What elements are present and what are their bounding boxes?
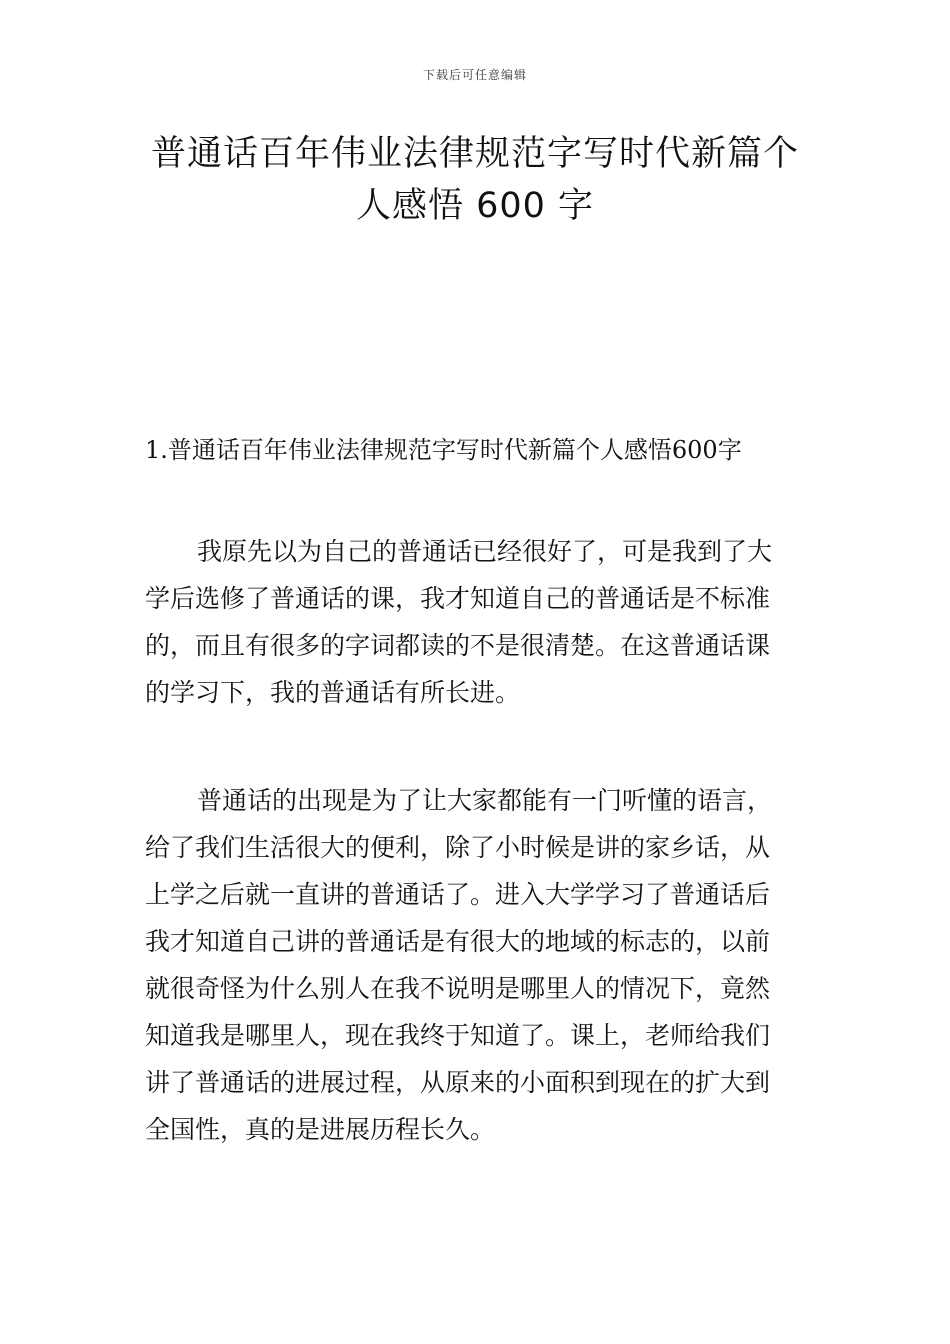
paragraph-line: 我才知道自己讲的普通话是有很大的地域的标志的，以前 xyxy=(145,927,771,956)
document-title xyxy=(130,128,820,232)
title-line: 人感悟 600 字 xyxy=(355,186,595,226)
paragraph-line: 给了我们生活很大的便利，除了小时候是讲的家乡话，从 xyxy=(145,833,771,862)
paragraph-line: 学后选修了普通话的课，我才知道自己的普通话是不标准 xyxy=(145,584,771,613)
title-line: 普通话百年伟业法律规范字写时代新篇个 xyxy=(150,134,799,174)
section-heading: 1.普通话百年伟业法律规范字写时代新篇个人感悟600字 xyxy=(145,436,742,464)
page-header-note: 下载后可任意编辑 xyxy=(422,68,527,82)
paragraph-line: 就很奇怪为什么别人在我不说明是哪里人的情况下，竟然 xyxy=(145,974,771,1003)
paragraph-line: 知道我是哪里人，现在我终于知道了。课上，老师给我们 xyxy=(145,1021,771,1050)
paragraph-line: 的学习下，我的普通话有所长进。 xyxy=(145,678,521,707)
paragraph-line: 普通话的出现是为了让大家都能有一门听懂的语言， xyxy=(197,786,773,815)
paragraph-line: 讲了普通话的进展过程，从原来的小面积到现在的扩大到 xyxy=(145,1068,771,1097)
paragraph xyxy=(145,528,813,716)
paragraph-line: 全国性，真的是进展历程长久。 xyxy=(145,1115,496,1144)
paragraph-line: 我原先以为自己的普通话已经很好了，可是我到了大 xyxy=(197,537,773,566)
paragraph-line: 的，而且有很多的字词都读的不是很清楚。在这普通话课 xyxy=(145,631,771,660)
paragraph xyxy=(145,777,813,1153)
paragraph-line: 上学之后就一直讲的普通话了。进入大学学习了普通话后 xyxy=(145,880,771,909)
